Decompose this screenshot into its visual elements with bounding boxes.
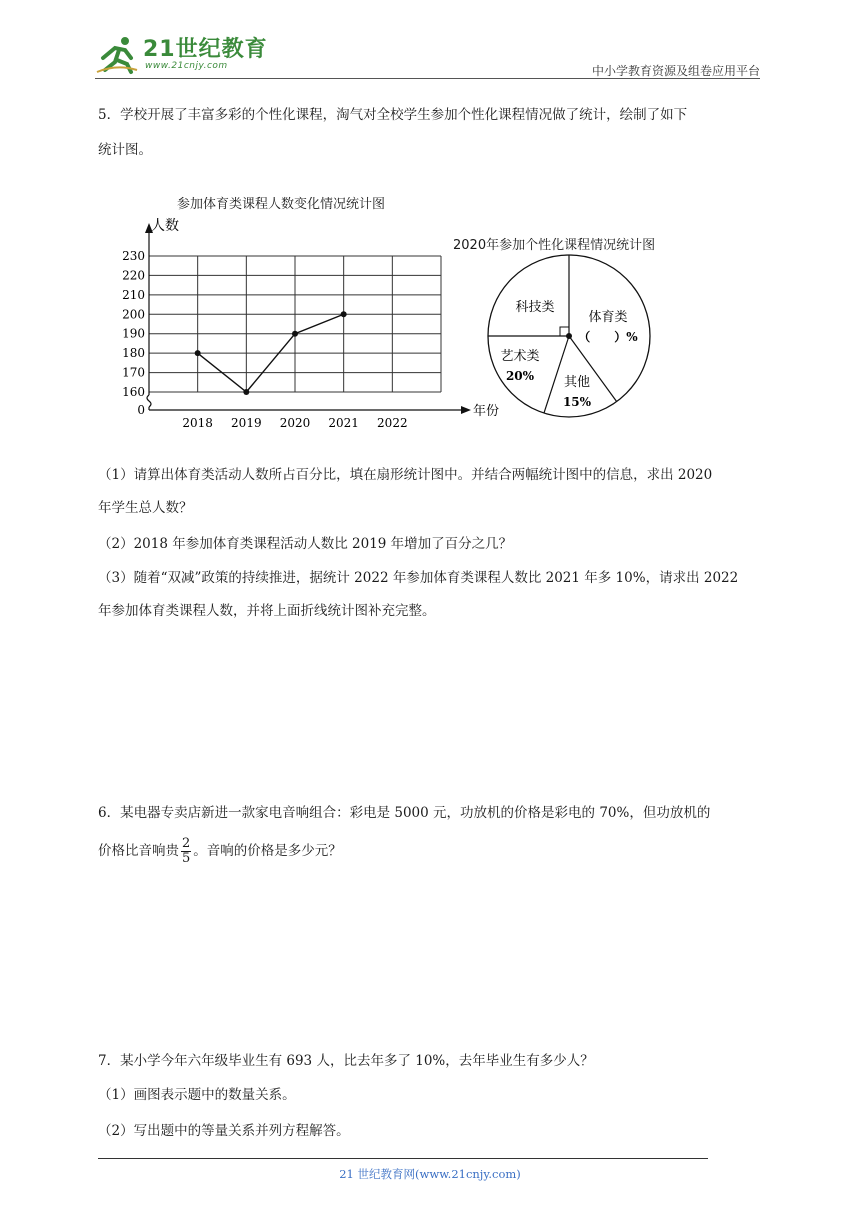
pie-slice-value: 15% bbox=[562, 395, 592, 409]
logo-url: www.21cnjy.com bbox=[145, 61, 228, 71]
pie-slice-value: （ ）% bbox=[578, 330, 638, 344]
pie-center-dot bbox=[566, 333, 572, 339]
x-tick-label: 2019 bbox=[231, 416, 262, 430]
x-axis-label: 年份 bbox=[473, 404, 500, 419]
q5-sub3-line1: （3）随着“双减”政策的持续推进，据统计 2022 年参加体育类课程人数比 2021 年多 10%，请求出 2022 bbox=[98, 570, 739, 586]
data-point bbox=[341, 311, 347, 317]
x-tick-label: 2020 bbox=[279, 416, 311, 430]
x-tick-label: 2022 bbox=[377, 416, 408, 430]
y-tick-label: 180 bbox=[122, 346, 145, 361]
x-tick-label: 2021 bbox=[328, 416, 359, 430]
q5-sub2: （2）2018 年参加体育类课程活动人数比 2019 年增加了百分之几？ bbox=[98, 536, 513, 552]
footer-text: 21 世纪教育网(www.21cnjy.com) bbox=[339, 1167, 521, 1181]
x-tick-label: 2018 bbox=[182, 416, 213, 430]
q6-line2 bbox=[98, 836, 342, 866]
q5-intro-line2: 统计图。 bbox=[98, 142, 152, 158]
data-point bbox=[243, 389, 249, 395]
y-axis-label: 人数 bbox=[151, 218, 179, 234]
q7-sub1: （1）画图表示题中的数量关系。 bbox=[98, 1087, 296, 1103]
line-chart bbox=[100, 205, 500, 455]
q5-intro-line1: 5．学校开展了丰富多彩的个性化课程，淘气对全校学生参加个性化课程情况做了统计，绘制了如下 bbox=[98, 107, 688, 123]
y-tick-label: 200 bbox=[122, 307, 145, 322]
pie-slice-label: 体育类 bbox=[588, 310, 628, 325]
q7-sub2: （2）写出题中的等量关系并列方程解答。 bbox=[98, 1123, 350, 1139]
fraction-denominator: 5 bbox=[182, 851, 191, 866]
runner-logo-icon bbox=[95, 34, 139, 74]
q6-line1: 6．某电器专卖店新进一款家电音响组合：彩电是 5000 元，功放机的价格是彩电的 70%，但功放机的 bbox=[98, 805, 711, 821]
pie-slice-label: 其他 bbox=[563, 375, 591, 390]
line-chart-title: 参加体育类课程人数变化情况统计图 bbox=[177, 197, 386, 212]
y-tick-label: 210 bbox=[122, 287, 145, 302]
y-tick-label: 230 bbox=[122, 249, 145, 263]
q6-line2-prefix: 价格比音响贵 bbox=[98, 843, 179, 859]
q6-line2-suffix: 。音响的价格是多少元？ bbox=[193, 843, 342, 859]
q5-sub1-line2: 年学生总人数？ bbox=[98, 500, 193, 516]
header-platform-text: 中小学教育资源及组卷应用平台 bbox=[591, 64, 760, 78]
y-tick-label: 0 bbox=[137, 403, 145, 417]
q7-line1: 7．某小学今年六年级毕业生有 693 人，比去年多了 10%，去年毕业生有多少人？ bbox=[98, 1053, 594, 1069]
footer-divider bbox=[98, 1158, 708, 1159]
x-axis-arrow-icon bbox=[461, 406, 471, 414]
page-header bbox=[95, 28, 760, 78]
fraction-numerator: 2 bbox=[182, 836, 191, 851]
y-tick-label: 160 bbox=[122, 385, 145, 399]
data-point bbox=[195, 350, 201, 356]
pie-chart bbox=[480, 247, 660, 427]
pie-slice-value: 20% bbox=[505, 369, 535, 383]
fraction bbox=[181, 837, 191, 866]
pie-slice-label: 科技类 bbox=[515, 300, 555, 315]
data-point bbox=[292, 331, 298, 337]
y-tick-label: 170 bbox=[122, 365, 145, 380]
axis-break-mark bbox=[147, 395, 151, 407]
y-tick-label: 190 bbox=[122, 326, 145, 341]
y-tick-label: 220 bbox=[122, 268, 145, 283]
pie-slice-label: 艺术类 bbox=[500, 349, 540, 364]
logo-text: 21世纪教育 bbox=[143, 37, 268, 62]
q5-sub3-line2: 年参加体育类课程人数，并将上面折线统计图补充完整。 bbox=[98, 603, 436, 619]
header-divider bbox=[95, 78, 760, 79]
pie-chart-title: 2020年参加个性化课程情况统计图 bbox=[453, 238, 656, 253]
q5-sub1-line1: （1）请算出体育类活动人数所占百分比，填在扇形统计图中。并结合两幅统计图中的信息，求出 2020 bbox=[98, 467, 713, 483]
